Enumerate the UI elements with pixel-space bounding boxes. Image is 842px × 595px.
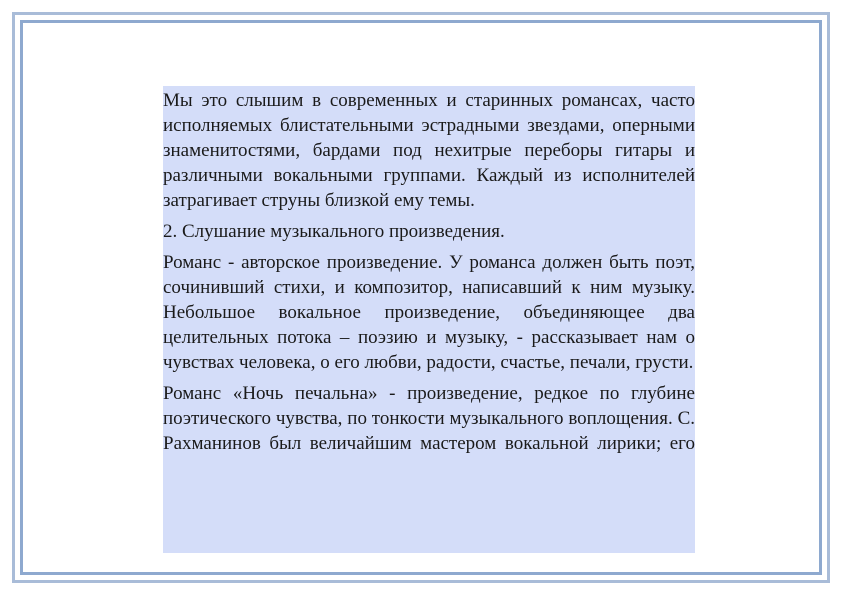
text-box — [163, 86, 695, 553]
paragraph-intro: Мы это слышим в современных и старинных романсах, часто исполняемых блистательными эстрадными звездами, оперными знаменитостями, бардами под нехитрые переборы гитары и различными вокальными группами. Каждый из исполнителей затрагивает струны близкой ему темы. — [163, 90, 695, 211]
paragraph-night-is-sad: Романс «Ночь печальна» - произведение, редкое по глубине поэтического чувства, по тонкости музыкального воплощения. С. Рахманинов был величайшим мастером вокальной лирики; его — [163, 383, 695, 454]
paragraph-heading: 2. Слушание музыкального произведения. — [163, 221, 505, 242]
paragraph-romance-definition: Романс - авторское произведение. У романса должен быть поэт, сочинивший стихи, и композитор, написавший к ним музыку. Небольшое вокальное произведение, объединяющее два целительных потока – поэзию и музыку, - рассказывает нам о чувствах человека, о его любви, радости, счастье, печали, грусти. — [163, 252, 695, 373]
